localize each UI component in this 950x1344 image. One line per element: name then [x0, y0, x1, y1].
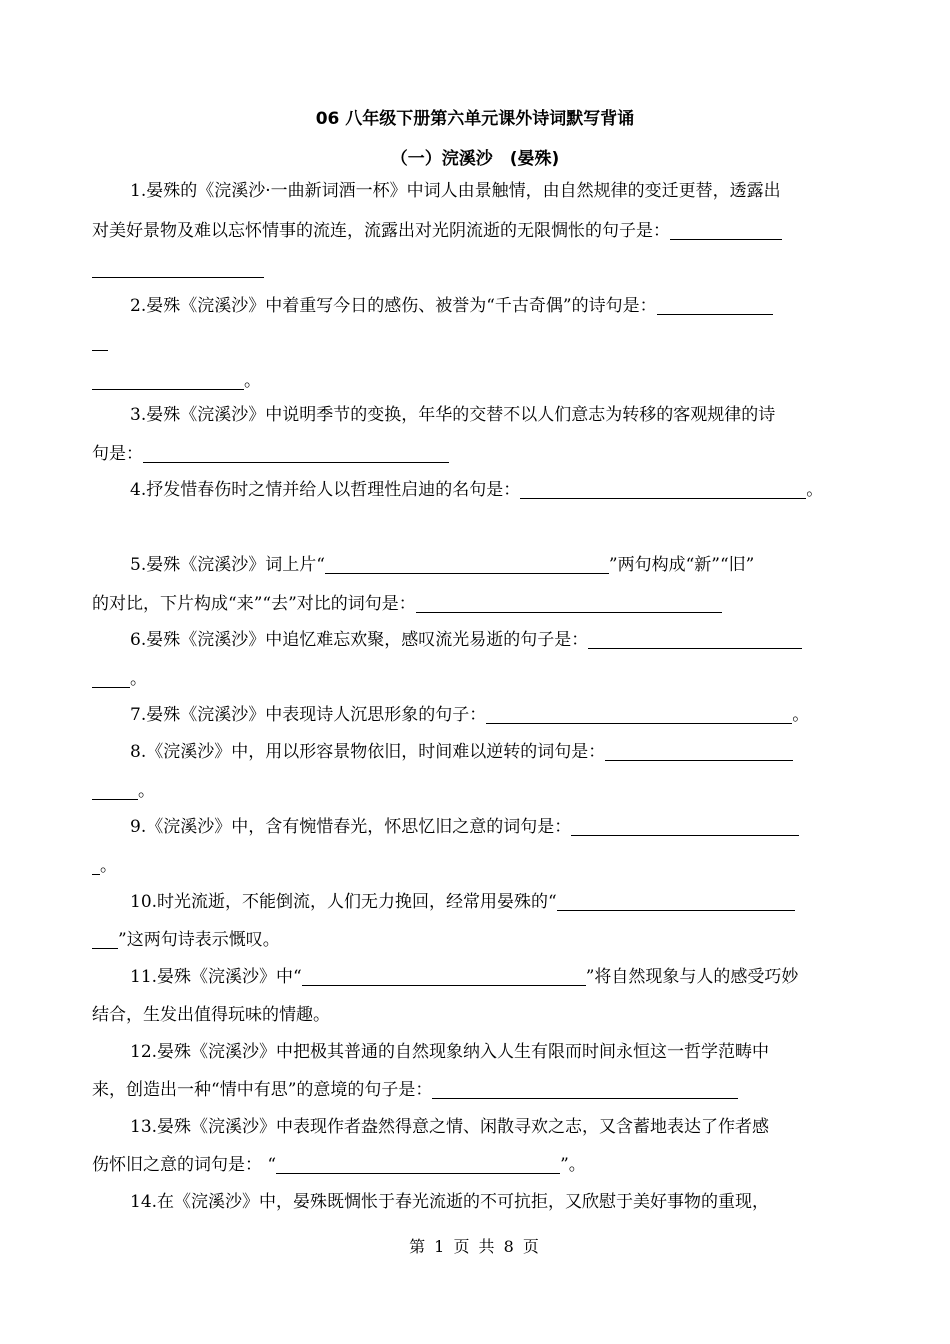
question-2-line-3	[92, 362, 872, 400]
question-1-line-3	[92, 250, 872, 288]
text-span: 。	[138, 781, 155, 801]
question-6-line-1	[92, 621, 910, 659]
question-12-line-2	[92, 1071, 872, 1109]
text-span: 8.《浣溪沙》中，用以形容景物依旧，时间难以逆转的词句是：	[130, 742, 606, 762]
text-span: 1.晏殊的《浣溪沙·一曲新词酒一杯》中词人由景触情，由自然规律的变迁更替，透露出	[130, 181, 781, 201]
text-span: 6.晏殊《浣溪沙》中追忆难忘欢聚，感叹流光易逝的句子是：	[130, 630, 589, 650]
answer-blank[interactable]	[571, 811, 799, 836]
section-heading: （一）浣溪沙 (晏殊)	[390, 149, 560, 169]
text-span: 结合，生发出值得玩味的情趣。	[92, 1005, 330, 1025]
text-span: 伤怀旧之意的词句是：	[92, 1155, 262, 1175]
answer-blank[interactable]	[302, 961, 586, 986]
text-span: “	[267, 1155, 277, 1175]
question-10-line-1	[92, 883, 910, 921]
answer-blank[interactable]	[657, 290, 773, 315]
text-span: 12.晏殊《浣溪沙》中把极其普通的自然现象纳入人生有限而时间永恒这一哲学范畴中	[130, 1042, 770, 1062]
page-footer: 第 1 页 共 8 页	[409, 1237, 541, 1256]
text-span: ”。	[560, 1155, 586, 1175]
text-span: 5.晏殊《浣溪沙》词上片“	[130, 555, 325, 575]
text-span: 。	[130, 669, 147, 689]
question-12-line-1	[92, 1033, 910, 1071]
text-span: 10.时光流逝，不能倒流，人们无力挽回，经常用晏殊的“	[130, 892, 557, 912]
text-span: 11.晏殊《浣溪沙》中“	[130, 967, 302, 987]
question-5-line-1	[92, 546, 910, 584]
question-1-line-1	[92, 172, 910, 210]
question-5-line-2	[92, 585, 872, 623]
answer-blank[interactable]	[588, 624, 802, 649]
answer-blank[interactable]	[276, 1149, 560, 1174]
question-3-line-2	[92, 435, 872, 473]
text-span: ”将自然现象与人的感受巧妙	[585, 967, 799, 987]
text-span: 对美好景物及难以忘怀情事的流连，流露出对光阴流逝的无限惆怅的句子是：	[92, 221, 670, 241]
answer-blank[interactable]	[92, 326, 108, 351]
question-7-line-1	[92, 696, 910, 734]
question-2-line-1	[92, 287, 910, 325]
text-span: 3.晏殊《浣溪沙》中说明季节的变换，年华的交替不以人们意志为转移的客观规律的诗	[130, 405, 776, 425]
question-10-line-2	[92, 921, 872, 959]
answer-blank[interactable]	[92, 253, 264, 278]
answer-blank[interactable]	[605, 736, 793, 761]
answer-blank[interactable]	[92, 365, 244, 390]
answer-blank[interactable]	[557, 886, 795, 911]
answer-blank[interactable]	[520, 474, 806, 499]
answer-blank[interactable]	[486, 699, 792, 724]
question-4-line-1	[92, 471, 910, 509]
question-9-line-1	[92, 808, 910, 846]
text-span: 来，创造出一种“情中有思”的意境的句子是：	[92, 1080, 433, 1100]
text-span: 。	[244, 371, 261, 391]
text-span: ”这两句诗表示慨叹。	[118, 930, 280, 950]
text-span: 。	[806, 480, 824, 500]
answer-blank[interactable]	[92, 775, 138, 800]
question-3-line-1	[92, 396, 910, 434]
question-11-line-2	[92, 996, 872, 1034]
question-13-line-2	[92, 1146, 872, 1184]
answer-blank[interactable]	[92, 924, 118, 949]
question-8-line-1	[92, 733, 910, 771]
answer-blank[interactable]	[92, 663, 130, 688]
answer-blank[interactable]	[432, 1074, 738, 1099]
text-span: 2.晏殊《浣溪沙》中着重写今日的感伤、被誉为“千古奇偶”的诗句是：	[130, 296, 657, 316]
text-span: 7.晏殊《浣溪沙》中表现诗人沉思形象的句子：	[130, 705, 487, 725]
text-span: 4.抒发惜春伤时之情并给人以哲理性启迪的名句是：	[130, 480, 521, 500]
answer-blank[interactable]	[325, 549, 609, 574]
question-14-line-1	[92, 1183, 910, 1221]
question-13-line-1	[92, 1108, 910, 1146]
question-9-line-2	[92, 847, 872, 885]
text-span: 14.在《浣溪沙》中，晏殊既惆怅于春光流逝的不可抗拒，又欣慰于美好事物的重现，	[130, 1192, 770, 1212]
text-span: 。	[792, 705, 810, 725]
text-span: 13.晏殊《浣溪沙》中表现作者盎然得意之情、闲散寻欢之志，又含蓄地表达了作者感	[130, 1117, 770, 1137]
text-span: 句是：	[92, 444, 143, 464]
text-span: ”两句构成“新”“旧”	[608, 555, 755, 575]
answer-blank[interactable]	[416, 588, 722, 613]
text-span: 。	[100, 856, 117, 876]
answer-blank[interactable]	[92, 850, 100, 875]
text-span: 9.《浣溪沙》中，含有惋惜春光，怀思忆旧之意的词句是：	[130, 817, 572, 837]
page-title: 06 八年级下册第六单元课外诗词默写背诵	[315, 109, 635, 129]
answer-blank[interactable]	[143, 438, 449, 463]
answer-blank[interactable]	[670, 215, 782, 240]
question-8-line-2	[92, 772, 872, 810]
question-11-line-1	[92, 958, 910, 996]
question-6-line-2	[92, 660, 872, 698]
text-span: 的对比，下片构成“来”“去”对比的词句是：	[92, 594, 416, 614]
question-2-line-2	[92, 323, 872, 361]
question-1-line-2	[92, 212, 872, 250]
